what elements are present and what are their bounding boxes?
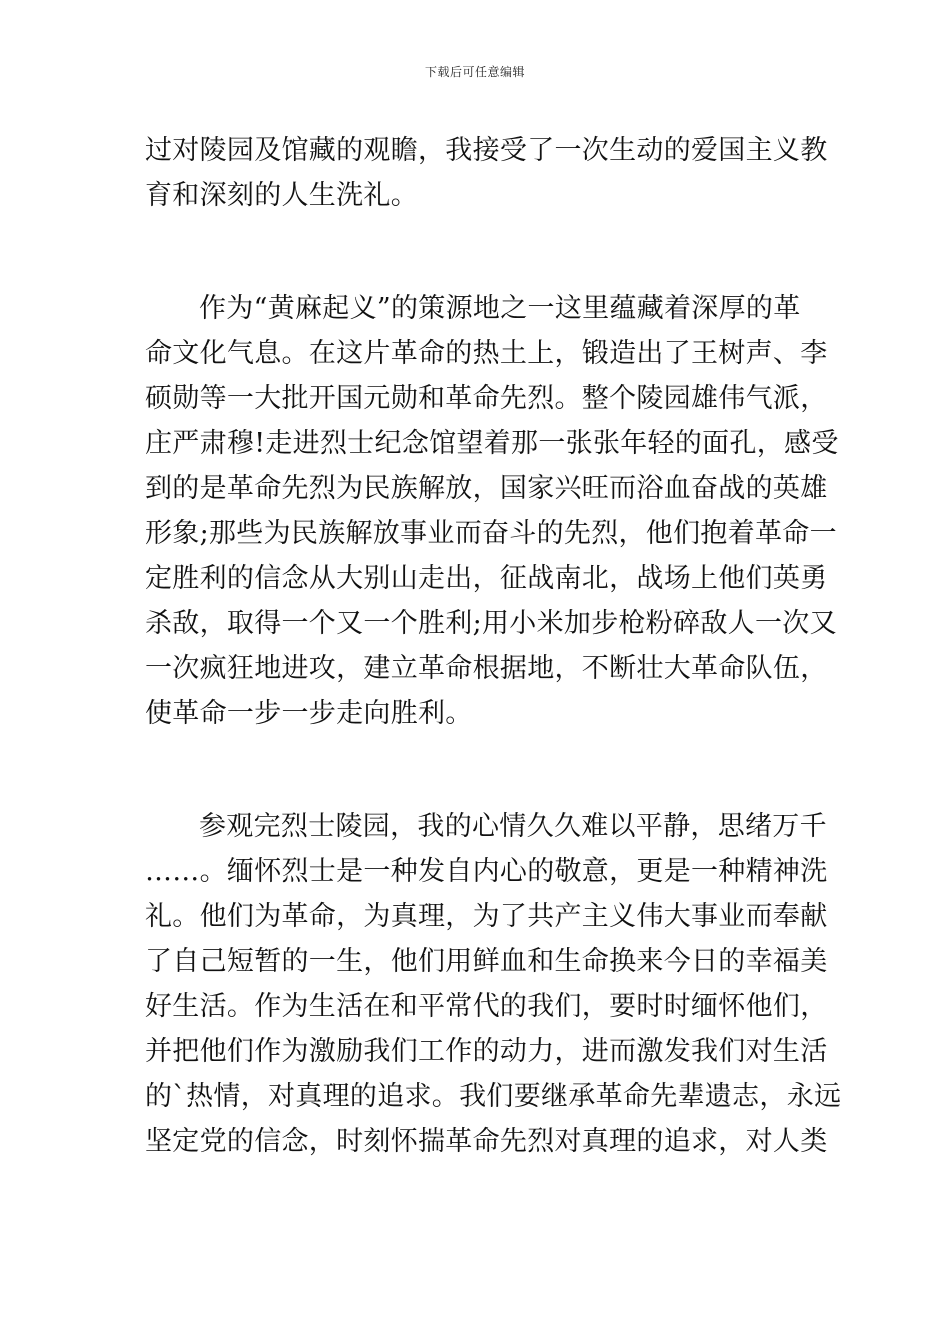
text-line: 使革命一步一步走向胜利。 (145, 698, 473, 729)
text-line: ……。缅怀烈士是一种发自内心的敬意，更是一种精神洗 (145, 856, 828, 887)
paragraph-2 (145, 286, 839, 736)
text-line: 硕勋等一大批开国元勋和革命先烈。整个陵园雄伟气派， (145, 383, 828, 414)
text-line: 到的是革命先烈为民族解放，国家兴旺而浴血奋战的英雄 (145, 473, 828, 504)
text-line: 过对陵园及馆藏的观瞻，我接受了一次生动的爱国主义教 (145, 135, 828, 166)
text-line: 育和深刻的人生洗礼。 (145, 180, 418, 211)
text-line: 一次疯狂地进攻，建立革命根据地，不断壮大革命队伍， (145, 653, 828, 684)
text-line: 参观完烈士陵园，我的心情久久难以平静，思绪万千 (199, 811, 827, 842)
paragraph-1 (145, 128, 828, 218)
text-line: 并把他们作为激励我们工作的动力，进而激发我们对生活 (145, 1036, 828, 1067)
paragraph-gap (145, 736, 810, 804)
document-body (145, 128, 842, 1164)
text-line: 坚定党的信念，时刻怀揣革命先烈对真理的追求，对人类 (145, 1126, 828, 1157)
text-line: 命文化气息。在这片革命的热土上，锻造出了王树声、李 (145, 338, 828, 369)
text-line: 了自己短暂的一生，他们用鲜血和生命换来今日的幸福美 (145, 946, 828, 977)
text-line: 杀敌，取得一个又一个胜利;用小米加步枪粉碎敌人一次又 (145, 608, 837, 639)
text-line: 作为“黄麻起义”的策源地之一这里蕴藏着深厚的革 (199, 293, 801, 324)
paragraph-gap (145, 218, 810, 286)
text-line: 好生活。作为生活在和平常代的我们，要时时缅怀他们， (145, 991, 828, 1022)
text-line: 庄严肃穆!走进烈士纪念馆望着那一张张年轻的面孔，感受 (145, 428, 839, 459)
download-note: 下载后可任意编辑 (424, 65, 525, 79)
paragraph-3 (145, 804, 842, 1164)
text-line: 定胜利的信念从大别山走出，征战南北，战场上他们英勇 (145, 563, 828, 594)
text-line: 形象;那些为民族解放事业而奋斗的先烈，他们抱着革命一 (145, 518, 837, 549)
text-line: 的`热情，对真理的追求。我们要继承革命先辈遗志，永远 (145, 1081, 842, 1112)
text-line: 礼。他们为革命，为真理，为了共产主义伟大事业而奉献 (145, 901, 828, 932)
